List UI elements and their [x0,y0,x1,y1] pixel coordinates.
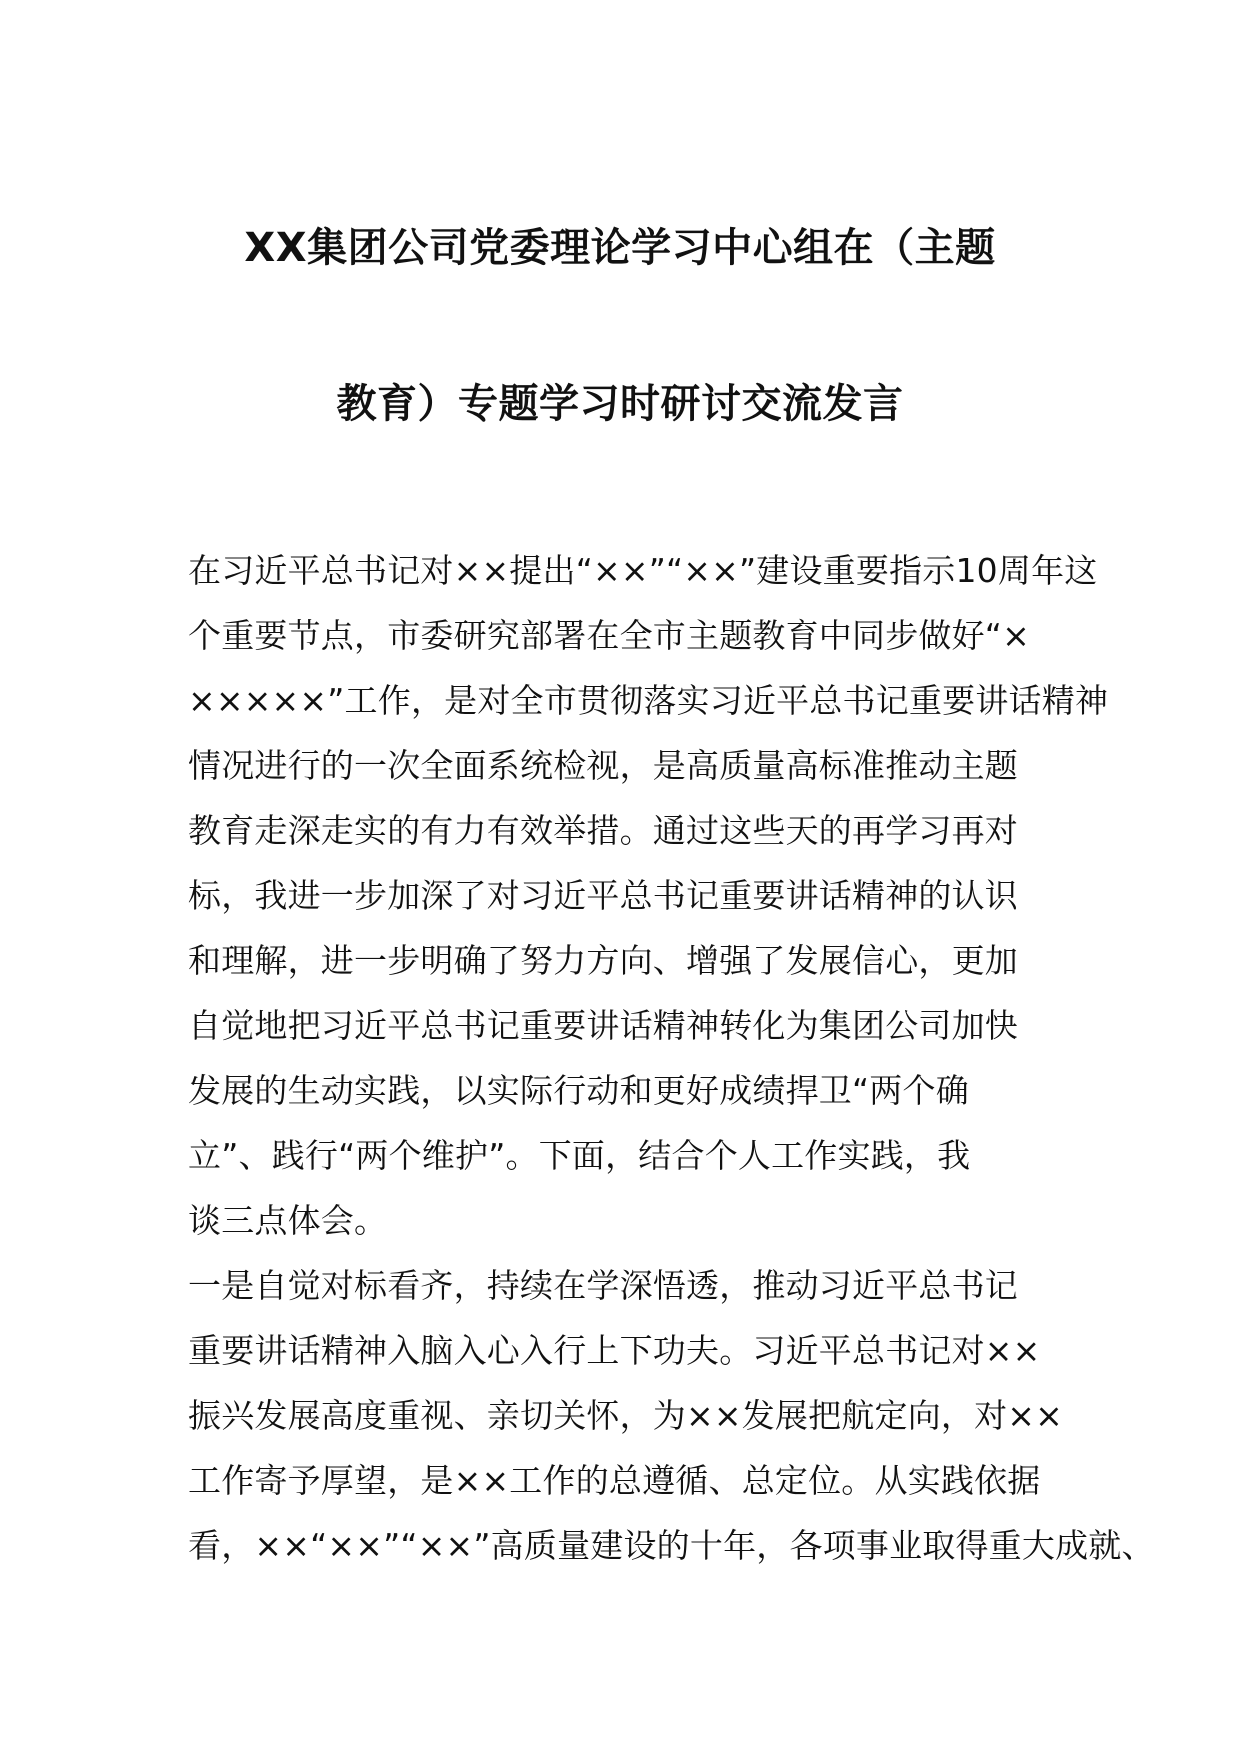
body-line: 工作寄予厚望，是××工作的总遵循、总定位。从实践依据 [188,1461,1041,1500]
body-line: 谈三点体会。 [188,1201,388,1240]
body-line: 自觉地把习近平总书记重要讲话精神转化为集团公司加快 [188,1006,1018,1045]
body-line: 和理解，进一步明确了努力方向、增强了发展信心，更加 [188,941,1018,980]
title-line-2: 教育）专题学习时研讨交流发言 [336,381,904,427]
body-line: 看，××“××”“××”高质量建设的十年，各项事业取得重大成就、 [188,1526,1155,1565]
body-line: 情况进行的一次全面系统检视，是高质量高标准推动主题 [188,746,1018,785]
body-line: 教育走深走实的有力有效举措。通过这些天的再学习再对 [188,811,1018,850]
body-line: 立”、践行“两个维护”。下面，结合个人工作实践，我 [188,1136,971,1175]
document-body [188,538,1155,1578]
body-line: ×××××”工作，是对全市贯彻落实习近平总书记重要讲话精神 [188,681,1109,720]
body-line: 一是自觉对标看齐，持续在学深悟透，推动习近平总书记 [188,1266,1018,1305]
body-line: 标，我进一步加深了对习近平总书记重要讲话精神的认识 [188,876,1018,915]
body-line: 发展的生动实践，以实际行动和更好成绩捍卫“两个确 [188,1071,969,1110]
body-line: 个重要节点，市委研究部署在全市主题教育中同步做好“× [188,616,1030,655]
body-line: 在习近平总书记对××提出“××”“××”建设重要指示10周年这 [188,551,1098,590]
body-line: 重要讲话精神入脑入心入行上下功夫。习近平总书记对×× [188,1331,1041,1370]
title-line-1: XX集团公司党委理论学习中心组在（主题 [244,225,996,271]
body-line: 振兴发展高度重视、亲切关怀，为××发展把航定向，对×× [188,1396,1064,1435]
document-title [150,170,1090,482]
